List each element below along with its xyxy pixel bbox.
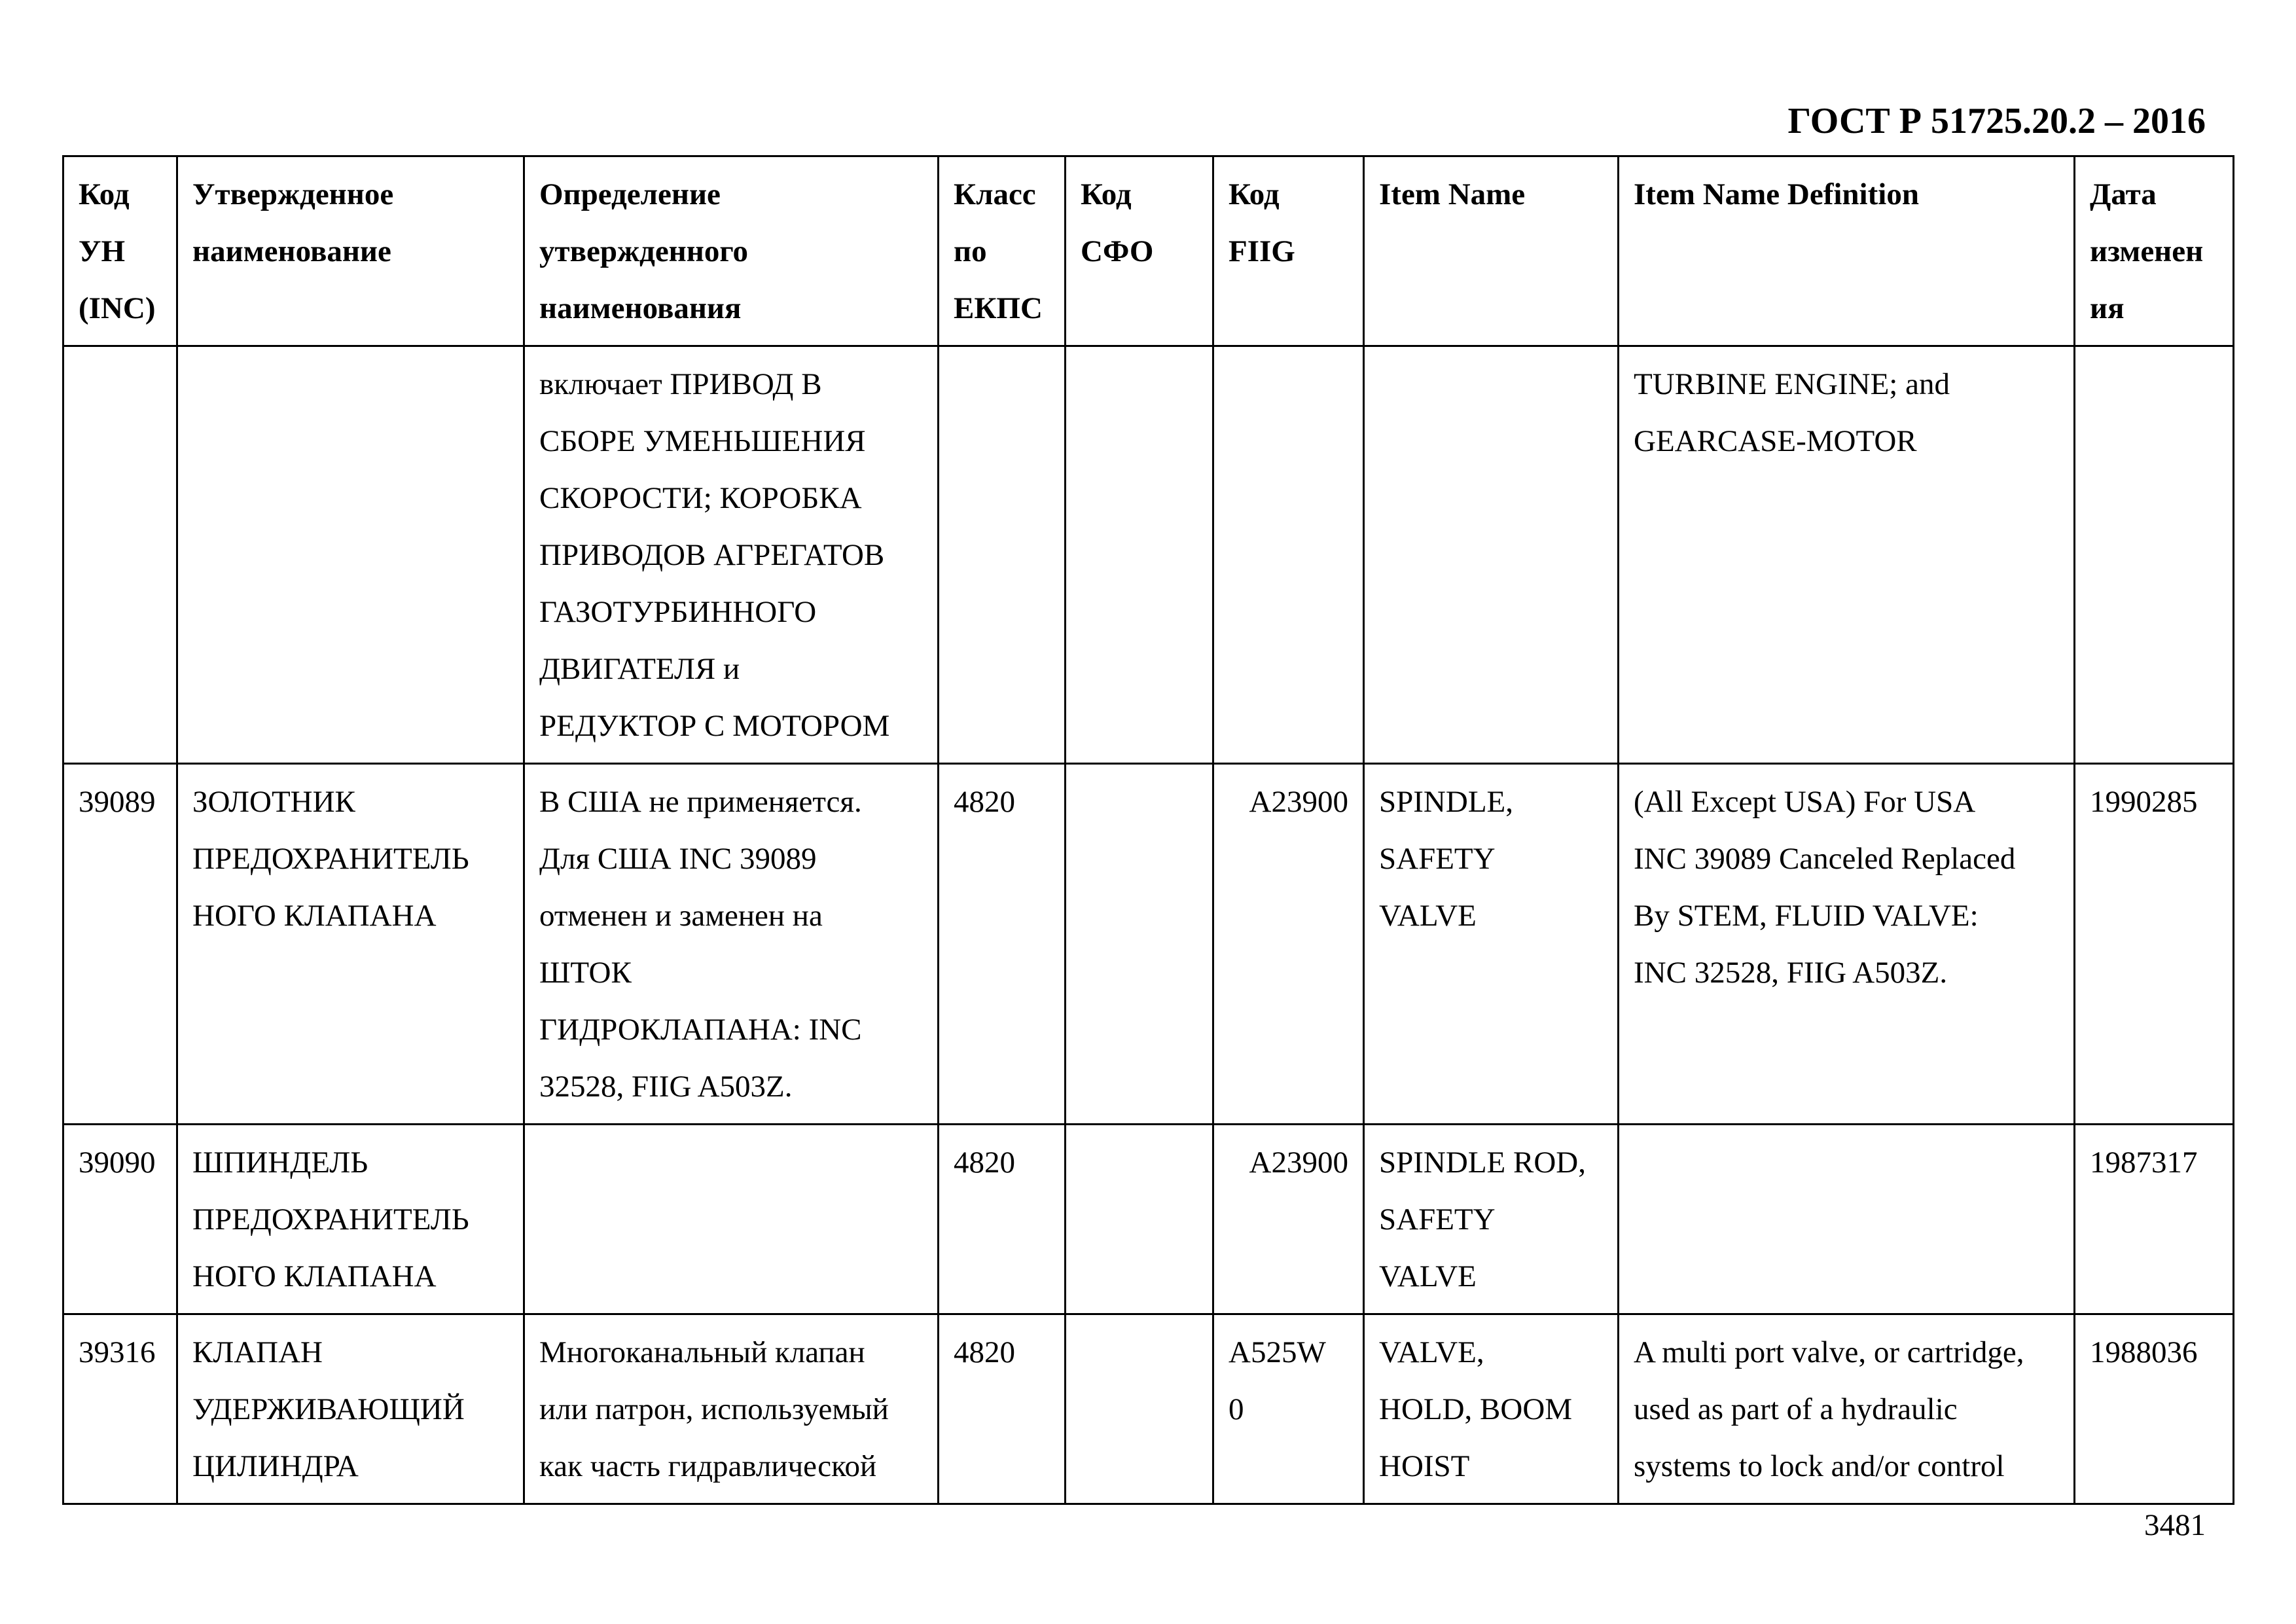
column-header-fiig: Код FIIG: [1213, 156, 1364, 346]
cell-approved-name: КЛАПАН УДЕРЖИВАЮЩИЙ ЦИЛИНДРА: [177, 1314, 524, 1504]
column-header-class: Класс по ЕКПС: [939, 156, 1066, 346]
cell-class: [939, 346, 1066, 764]
column-header-item-name-definition: Item Name Definition: [1619, 156, 2075, 346]
column-header-change-date: Дата изменен ия: [2075, 156, 2234, 346]
cell-approved-name: ЗОЛОТНИК ПРЕДОХРАНИТЕЛЬ НОГО КЛАПАНА: [177, 764, 524, 1125]
cell-class: 4820: [939, 764, 1066, 1125]
column-header-inc: Код УН (INC): [63, 156, 177, 346]
table-header-row: [63, 156, 2234, 346]
nomenclature-table: [62, 155, 2234, 1505]
cell-change-date: 1990285: [2075, 764, 2234, 1125]
cell-approved-name: ШПИНДЕЛЬ ПРЕДОХРАНИТЕЛЬ НОГО КЛАПАНА: [177, 1125, 524, 1314]
page-number: 3481: [2144, 1508, 2206, 1542]
cell-inc: [63, 346, 177, 764]
cell-definition: [524, 1125, 939, 1314]
cell-sfo: [1066, 1125, 1213, 1314]
document-title: ГОСТ Р 51725.20.2 – 2016: [1787, 101, 2206, 141]
cell-sfo: [1066, 764, 1213, 1125]
cell-fiig: [1213, 346, 1364, 764]
cell-class: 4820: [939, 1125, 1066, 1314]
cell-item-name-definition: A multi port valve, or cartridge, used as part of a hydraulic systems to lock and/or control: [1619, 1314, 2075, 1504]
cell-item-name-definition: (All Except USA) For USA INC 39089 Canceled Replaced By STEM, FLUID VALVE: INC 32528, FIIG A503Z.: [1619, 764, 2075, 1125]
cell-fiig: A525W 0: [1213, 1314, 1364, 1504]
cell-item-name-definition: [1619, 1125, 2075, 1314]
table-row: [63, 1314, 2234, 1504]
cell-class: 4820: [939, 1314, 1066, 1504]
column-header-item-name: Item Name: [1364, 156, 1619, 346]
cell-inc: 39316: [63, 1314, 177, 1504]
table-row: [63, 1125, 2234, 1314]
table-row: [63, 346, 2234, 764]
column-header-sfo: Код СФО: [1066, 156, 1213, 346]
cell-inc: 39089: [63, 764, 177, 1125]
cell-item-name: [1364, 346, 1619, 764]
cell-item-name: VALVE, HOLD, BOOM HOIST: [1364, 1314, 1619, 1504]
cell-sfo: [1066, 346, 1213, 764]
cell-sfo: [1066, 1314, 1213, 1504]
cell-change-date: 1987317: [2075, 1125, 2234, 1314]
cell-change-date: 1988036: [2075, 1314, 2234, 1504]
cell-definition: Многоканальный клапан или патрон, используемый как часть гидравлической: [524, 1314, 939, 1504]
cell-approved-name: [177, 346, 524, 764]
column-header-definition: Определение утвержденного наименования: [524, 156, 939, 346]
column-header-approved-name: Утвержденное наименование: [177, 156, 524, 346]
cell-item-name: SPINDLE ROD, SAFETY VALVE: [1364, 1125, 1619, 1314]
cell-inc: 39090: [63, 1125, 177, 1314]
cell-item-name-definition: TURBINE ENGINE; and GEARCASE-MOTOR: [1619, 346, 2075, 764]
cell-change-date: [2075, 346, 2234, 764]
cell-definition: В США не применяется. Для США INC 39089 отменен и заменен на ШТОК ГИДРОКЛАПАНА: INC 32528, FIIG A503Z.: [524, 764, 939, 1125]
table-row: [63, 764, 2234, 1125]
cell-fiig: A23900: [1213, 1125, 1364, 1314]
cell-item-name: SPINDLE, SAFETY VALVE: [1364, 764, 1619, 1125]
cell-fiig: A23900: [1213, 764, 1364, 1125]
cell-definition: включает ПРИВОД В СБОРЕ УМЕНЬШЕНИЯ СКОРОСТИ; КОРОБКА ПРИВОДОВ АГРЕГАТОВ ГАЗОТУРБИННОГО ДВИГАТЕЛЯ и РЕДУКТОР С МОТОРОМ: [524, 346, 939, 764]
